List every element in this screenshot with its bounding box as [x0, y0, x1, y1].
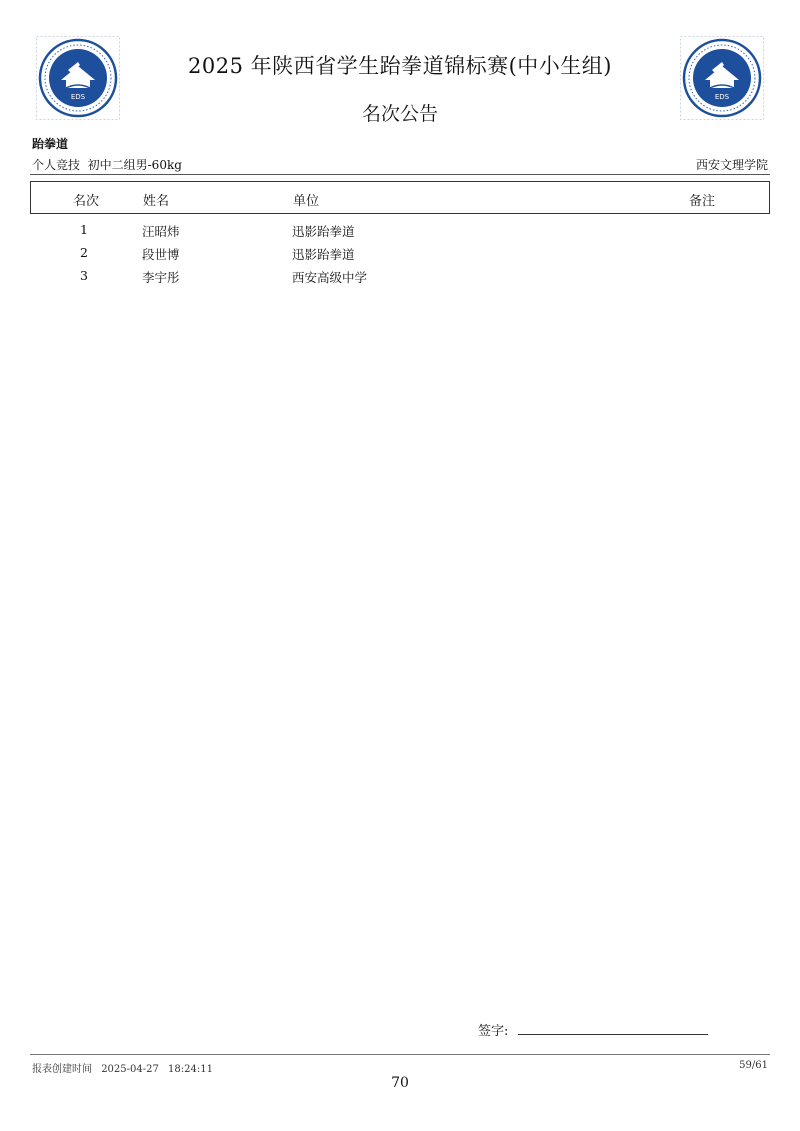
created-time: 18:24:11 — [168, 1064, 213, 1075]
name-cell: 李宇彤 — [142, 270, 180, 285]
column-header-rank: 名次 — [73, 194, 100, 209]
footer-divider — [30, 1054, 770, 1055]
name-cell: 汪昭炜 — [142, 224, 180, 239]
unit-cell: 迅影跆拳道 — [292, 247, 355, 262]
created-date: 2025-04-27 — [101, 1064, 159, 1075]
rank-cell: 3 — [80, 268, 88, 283]
column-header-name: 姓名 — [143, 194, 170, 209]
signature-line — [518, 1034, 708, 1035]
page-title: 2025 年陕西省学生跆拳道锦标赛(中小生组) — [187, 54, 612, 78]
column-header-note: 备注 — [689, 194, 716, 209]
rank-cell: 2 — [80, 245, 88, 260]
table-row — [30, 245, 770, 268]
page-number: 70 — [391, 1075, 409, 1091]
rank-cell: 1 — [80, 222, 88, 237]
table-row — [30, 268, 770, 291]
event-category: 个人竞技 初中二组男-60kg — [32, 158, 182, 172]
header-divider — [30, 174, 770, 175]
page-count: 59/61 — [739, 1060, 768, 1071]
svg-text:EDS: EDS — [70, 93, 86, 101]
signature-label: 签字: — [478, 1024, 509, 1039]
report-created — [32, 1060, 219, 1075]
svg-text:EDS: EDS — [714, 93, 730, 101]
page-subtitle: 名次公告 — [361, 103, 438, 125]
created-label: 报表创建时间 — [32, 1064, 92, 1075]
name-cell: 段世博 — [142, 247, 180, 262]
unit-cell: 西安高级中学 — [292, 270, 368, 285]
sport-name: 跆拳道 — [32, 137, 69, 151]
table-header — [30, 181, 770, 214]
venue-name: 西安文理学院 — [695, 158, 768, 172]
results-table-body — [30, 222, 770, 291]
table-row — [30, 222, 770, 245]
unit-cell: 迅影跆拳道 — [292, 224, 355, 239]
column-header-unit: 单位 — [293, 194, 320, 209]
